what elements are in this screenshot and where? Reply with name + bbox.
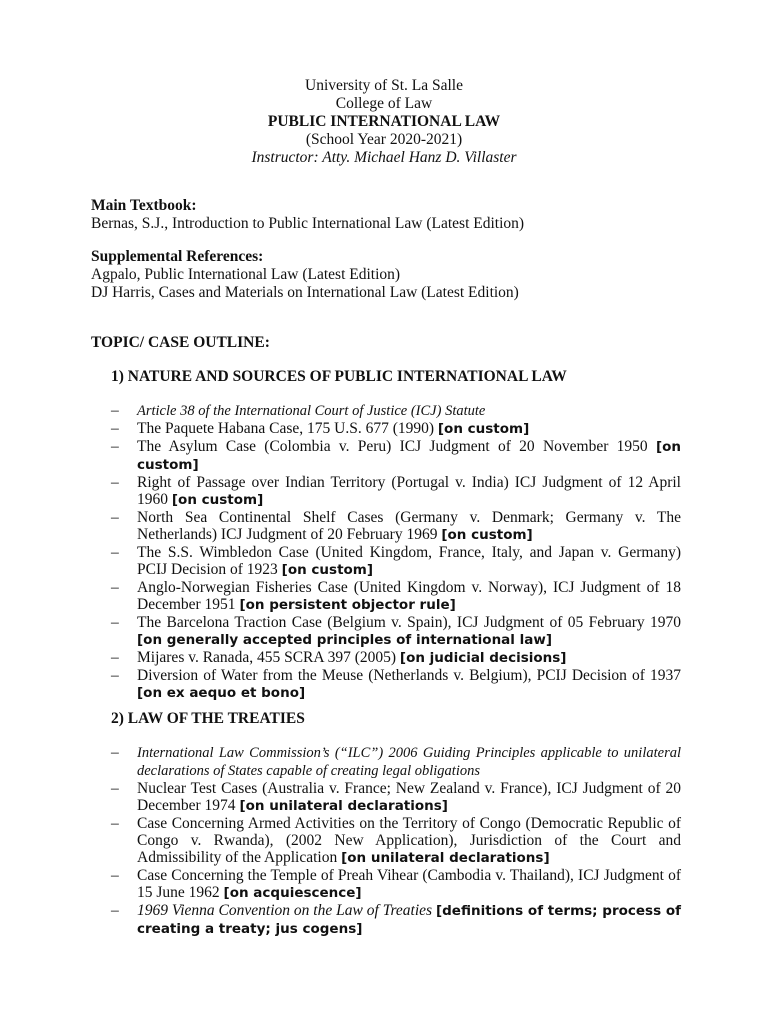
dash-bullet: – xyxy=(111,474,119,491)
item-text: The S.S. Wimbledon Case (United Kingdom, France, Italy, and Japan v. Germany) PCIJ Decision of 1923 xyxy=(137,544,681,578)
item-text: Anglo-Norwegian Fisheries Case (United Kingdom v. Norway), ICJ Judgment of 18 December 1951 xyxy=(137,579,681,613)
topic-1-title: 1) NATURE AND SOURCES OF PUBLIC INTERNATIONAL LAW xyxy=(111,368,567,385)
topic-1-list xyxy=(111,402,681,702)
dash-bullet: – xyxy=(111,509,119,526)
school-year: (School Year 2020-2021) xyxy=(305,131,463,148)
university-name: University of St. La Salle xyxy=(305,77,463,94)
dash-bullet: – xyxy=(111,402,119,419)
item-text: Case Concerning Armed Activities on the Territory of Congo (Democratic Republic of Congo v. Rwanda), (2002 New Application), Jurisdiction of the Court and Admissibility of the Application xyxy=(137,815,681,866)
dash-bullet: – xyxy=(111,544,119,561)
supplemental-section xyxy=(91,248,691,302)
list-item xyxy=(111,579,681,614)
item-tag: [on custom] xyxy=(441,527,533,543)
supplemental-heading: Supplemental References: xyxy=(91,248,264,265)
dash-bullet: – xyxy=(111,902,119,919)
dash-bullet: – xyxy=(111,867,119,884)
item-text: Article 38 of the International Court of Justice (ICJ) Statute xyxy=(137,403,486,419)
dash-bullet: – xyxy=(111,579,119,596)
dash-bullet: – xyxy=(111,614,119,631)
list-item xyxy=(111,438,681,474)
list-item xyxy=(111,420,681,438)
dash-bullet: – xyxy=(111,438,119,455)
main-textbook-item: Bernas, S.J., Introduction to Public International Law (Latest Edition) xyxy=(91,215,525,232)
dash-bullet: – xyxy=(111,780,119,797)
main-textbook-heading: Main Textbook: xyxy=(91,197,197,214)
item-text: 1969 Vienna Convention on the Law of Treaties xyxy=(137,902,436,919)
item-tag: [on acquiescence] xyxy=(223,885,362,901)
outline-heading: TOPIC/ CASE OUTLINE: xyxy=(91,334,270,351)
main-textbook-section xyxy=(91,197,691,233)
item-tag: [on unilateral declarations] xyxy=(239,798,448,814)
list-item xyxy=(111,649,681,667)
list-item xyxy=(111,867,681,902)
list-item xyxy=(111,902,681,938)
list-item xyxy=(111,509,681,544)
list-item xyxy=(111,474,681,509)
item-text: North Sea Continental Shelf Cases (Germany v. Denmark; Germany v. The Netherlands) ICJ Judgment of 20 February 1969 xyxy=(137,509,681,543)
item-text: Diversion of Water from the Meuse (Netherlands v. Belgium), PCIJ Decision of 1937 xyxy=(137,667,681,684)
item-tag: [on custom] xyxy=(171,492,264,508)
item-text: International Law Commission’s (“ILC”) 2006 Guiding Principles applicable to unilateral declarations of States capable of creating legal obligations xyxy=(137,745,681,779)
item-text: The Paquete Habana Case, 175 U.S. 677 (1990) xyxy=(137,420,438,437)
item-text: The Barcelona Traction Case (Belgium v. Spain), ICJ Judgment of 05 February 1970 xyxy=(137,614,681,631)
document-header xyxy=(0,77,768,167)
list-item xyxy=(111,744,681,780)
dash-bullet: – xyxy=(111,667,119,684)
dash-bullet: – xyxy=(111,420,119,437)
item-text: Nuclear Test Cases (Australia v. France; New Zealand v. France), ICJ Judgment of 20 December 1974 xyxy=(137,780,681,814)
item-tag: [on custom] xyxy=(137,439,681,473)
dash-bullet: – xyxy=(111,815,119,832)
item-tag: [definitions of terms; process of creating a treaty; jus cogens] xyxy=(137,903,681,937)
dash-bullet: – xyxy=(111,744,119,761)
course-title: PUBLIC INTERNATIONAL LAW xyxy=(267,113,501,130)
item-text: Right of Passage over Indian Territory (Portugal v. India) ICJ Judgment of 12 April 1960 xyxy=(137,474,681,508)
topic-2-list xyxy=(111,744,681,938)
supplemental-item: DJ Harris, Cases and Materials on International Law (Latest Edition) xyxy=(91,284,519,301)
item-text: Mijares v. Ranada, 455 SCRA 397 (2005) xyxy=(137,649,400,666)
item-text: Case Concerning the Temple of Preah Vihear (Cambodia v. Thailand), ICJ Judgment of 15 June 1962 xyxy=(137,867,681,901)
item-tag: [on ex aequo et bono] xyxy=(137,685,306,701)
list-item xyxy=(111,614,681,649)
item-tag: [on unilateral declarations] xyxy=(341,850,550,866)
item-tag: [on judicial decisions] xyxy=(399,650,567,666)
list-item xyxy=(111,815,681,867)
item-tag: [on persistent objector rule] xyxy=(239,597,456,613)
item-text: The Asylum Case (Colombia v. Peru) ICJ Judgment of 20 November 1950 xyxy=(137,438,656,455)
dash-bullet: – xyxy=(111,649,119,666)
supplemental-item: Agpalo, Public International Law (Latest Edition) xyxy=(91,266,401,283)
item-tag: [on custom] xyxy=(281,562,374,578)
list-item xyxy=(111,780,681,815)
instructor-name: Instructor: Atty. Michael Hanz D. Villaster xyxy=(251,149,517,166)
topic-2-title: 2) LAW OF THE TREATIES xyxy=(111,710,305,727)
item-tag: [on custom] xyxy=(437,421,530,437)
list-item xyxy=(111,402,681,420)
college-name: College of Law xyxy=(335,95,433,112)
list-item xyxy=(111,667,681,702)
item-tag: [on generally accepted principles of international law] xyxy=(137,632,552,648)
list-item xyxy=(111,544,681,579)
